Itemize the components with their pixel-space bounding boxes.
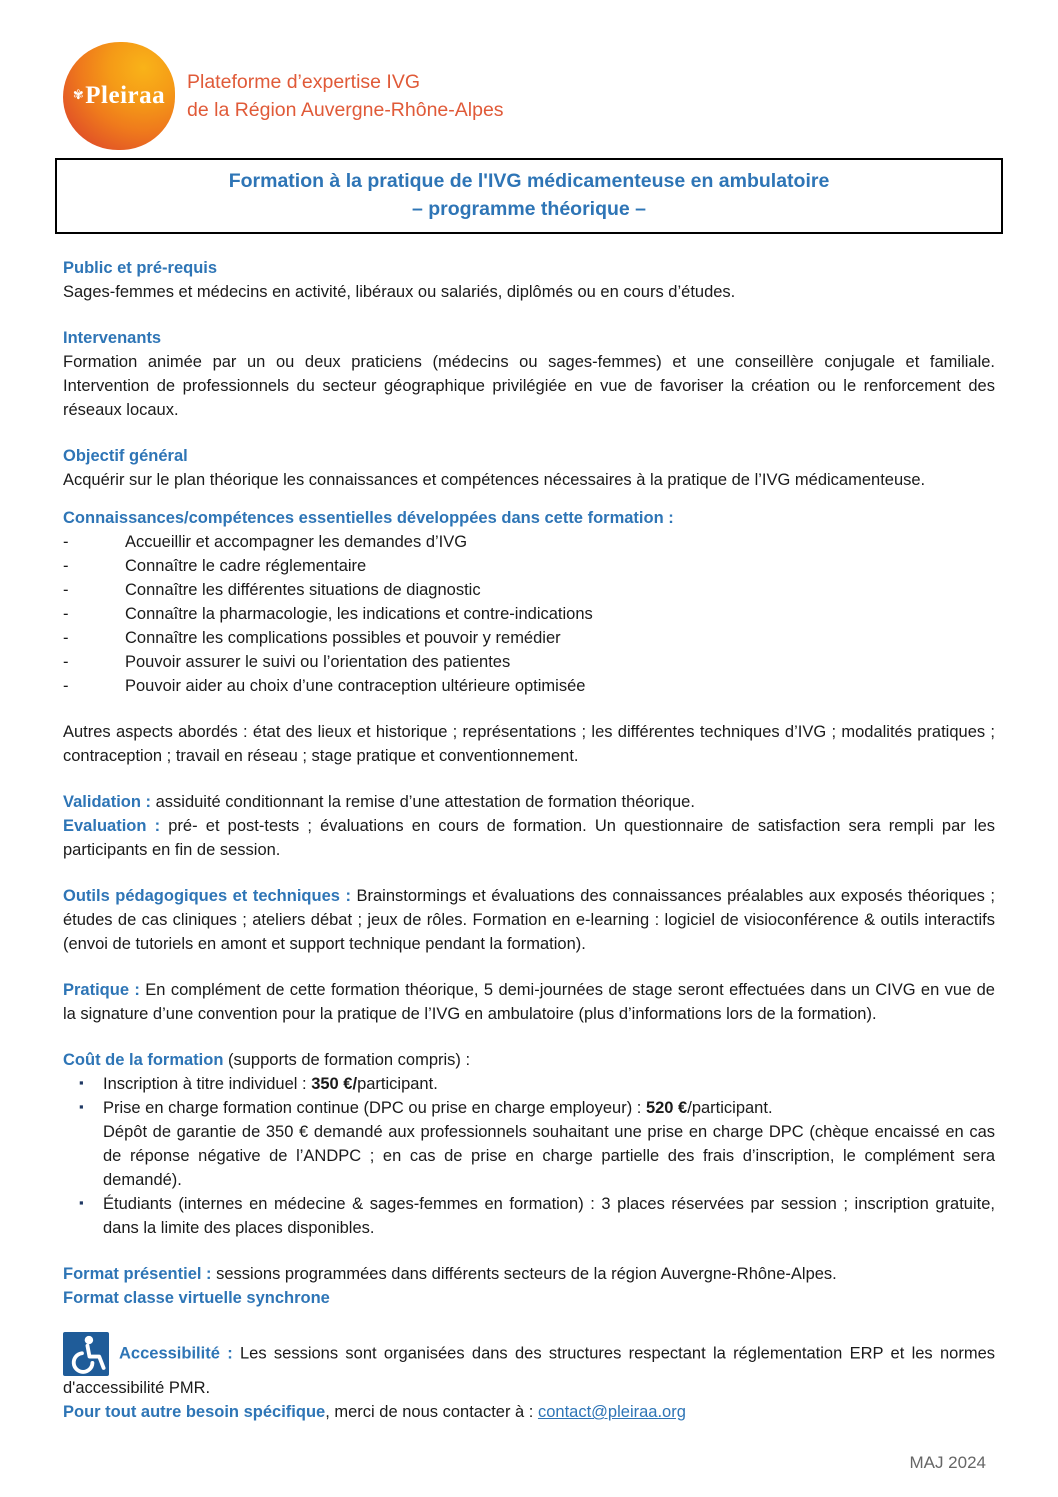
list-item: - Connaître les complications possibles et pouvoir y remédier	[63, 626, 995, 650]
outils-label: Outils pédagogiques et techniques :	[63, 887, 351, 905]
section-pratique: Pratique : En complément de cette formation théorique, 5 demi-journées de stage seront effectuées dans un CIVG en vue de la signature d’une convention pour la pratique de l’IVG en ambulatoire (plus d’informations lors de la formation).	[63, 981, 995, 1023]
section-accessibilite: Accessibilité : Les sessions sont organisées dans des structures respectant la réglementation ERP et les normes d'accessibilité PMR.	[63, 1332, 995, 1400]
cout-bullet-prise-en-charge: ▪ Prise en charge formation continue (DPC ou prise en charge employeur) : 520 €/participant.	[63, 1096, 995, 1120]
square-bullet-icon: ▪	[79, 1075, 84, 1090]
dash-bullet: -	[63, 533, 69, 551]
list-item: - Accueillir et accompagner les demandes d’IVG	[63, 530, 995, 554]
cout-bullet-etudiants: ▪ Étudiants (internes en médecine & sages-femmes en formation) : 3 places réservées par session ; inscription gratuite, dans la limite des places disponibles.	[63, 1192, 995, 1240]
wheelchair-accessibility-icon	[63, 1332, 109, 1376]
document-title-line-1: Formation à la pratique de l'IVG médicamenteuse en ambulatoire	[228, 170, 830, 192]
cout-note-depot: Dépôt de garantie de 350 € demandé aux professionnels souhaitant une prise en charge DPC (chèque encaissé en cas de réponse négative de l’ANDPC ; en cas de prise en charge partielle des frais d’inscription, le complément sera demandé).	[103, 1123, 995, 1189]
list-item: - Connaître le cadre réglementaire	[63, 554, 995, 578]
besoin-label: Pour tout autre besoin spécifique	[63, 1403, 326, 1421]
section-body-intervenants: Formation animée par un ou deux praticiens (médecins ou sages-femmes) et une conseillère conjugale et familiale. Intervention de professionnels du secteur géographique privilégiée en vue de favoriser la création ou le renforcement des réseaux locaux.	[63, 353, 995, 419]
dash-bullet: -	[63, 653, 69, 671]
pratique-label: Pratique :	[63, 981, 140, 999]
dash-bullet: -	[63, 677, 69, 695]
document-title-line-2: – programme théorique –	[411, 198, 647, 220]
cout-label: Coût de la formation	[63, 1051, 224, 1069]
logo-text: ✾Pleiraa	[72, 82, 166, 109]
section-body-objectif: Acquérir sur le plan théorique les connaissances et compétences nécessaires à la pratique de l’IVG médicamenteuse.	[63, 471, 926, 489]
section-body-public: Sages-femmes et médecins en activité, libéraux ou salariés, diplômés ou en cours d’études.	[63, 283, 736, 301]
header-tagline	[187, 68, 504, 124]
competences-list	[63, 530, 995, 698]
section-besoin-specifique: Pour tout autre besoin spécifique, merci de nous contacter à : contact@pleiraa.org	[63, 1403, 686, 1421]
section-heading-cout: Coût de la formation (supports de formation compris) :	[63, 1051, 471, 1069]
logo-flourish-icon: ✾	[72, 88, 85, 103]
accessibilite-label: Accessibilité :	[119, 1344, 233, 1363]
header	[63, 40, 995, 152]
list-item: - Pouvoir aider au choix d’une contraception ultérieure optimisée	[63, 674, 995, 698]
validation-label: Validation :	[63, 793, 152, 811]
square-bullet-icon: ▪	[79, 1195, 84, 1210]
tagline-line-1: Plateforme d’expertise IVG	[187, 71, 421, 93]
section-format: Format présentiel : sessions programmées dans différents secteurs de la région Auvergne-Rhône-Alpes.	[63, 1265, 837, 1283]
dash-bullet: -	[63, 605, 69, 623]
section-outils: Outils pédagogiques et techniques : Brainstormings et évaluations des connaissances préalables aux exposés théoriques ; études de cas cliniques ; ateliers débat ; jeux de rôles. Formation en e-learning : logiciel de visioconférence & outils interactifs (envoi de tutoriels en amont et support technique pendant la formation).	[63, 887, 996, 953]
section-heading-intervenants: Intervenants	[63, 329, 162, 347]
contact-email-link[interactable]: contact@pleiraa.org	[537, 1403, 686, 1421]
format-presentiel-label: Format présentiel :	[63, 1265, 212, 1283]
list-item: - Connaître les différentes situations de diagnostic	[63, 578, 995, 602]
tagline-line-2: de la Région Auvergne-Rhône-Alpes	[187, 99, 504, 121]
pleiraa-logo	[63, 42, 175, 150]
section-heading-public: Public et pré-requis	[63, 259, 218, 277]
list-item: - Connaître la pharmacologie, les indications et contre-indications	[63, 602, 995, 626]
format-classe-virtuelle-label: Format classe virtuelle synchrone	[63, 1289, 330, 1307]
square-bullet-icon: ▪	[79, 1099, 84, 1114]
dash-bullet: -	[63, 557, 69, 575]
dash-bullet: -	[63, 629, 69, 647]
footer-maj-date: MAJ 2024	[909, 1453, 986, 1472]
section-body-autres-aspects: Autres aspects abordés : état des lieux et historique ; représentations ; les différentes techniques d’IVG ; modalités pratiques ; contraception ; travail en réseau ; stage pratique et conventionnement.	[63, 723, 995, 765]
list-item: - Pouvoir assurer le suivi ou l’orientation des patientes	[63, 650, 995, 674]
section-validation: Validation : assiduité conditionnant la remise d’une attestation de formation théorique.	[63, 793, 695, 811]
title-box	[55, 158, 1003, 234]
evaluation-label: Evaluation :	[63, 817, 161, 835]
cout-bullet-inscription: ▪ Inscription à titre individuel : 350 €/participant.	[63, 1072, 995, 1096]
section-heading-connaissances: Connaissances/compétences essentielles développées dans cette formation :	[63, 509, 674, 527]
section-evaluation: Evaluation : pré- et post-tests ; évaluations en cours de formation. Un questionnaire de satisfaction sera rempli par les participants en fin de session.	[63, 817, 995, 859]
dash-bullet: -	[63, 581, 69, 599]
section-heading-objectif: Objectif général	[63, 447, 188, 465]
